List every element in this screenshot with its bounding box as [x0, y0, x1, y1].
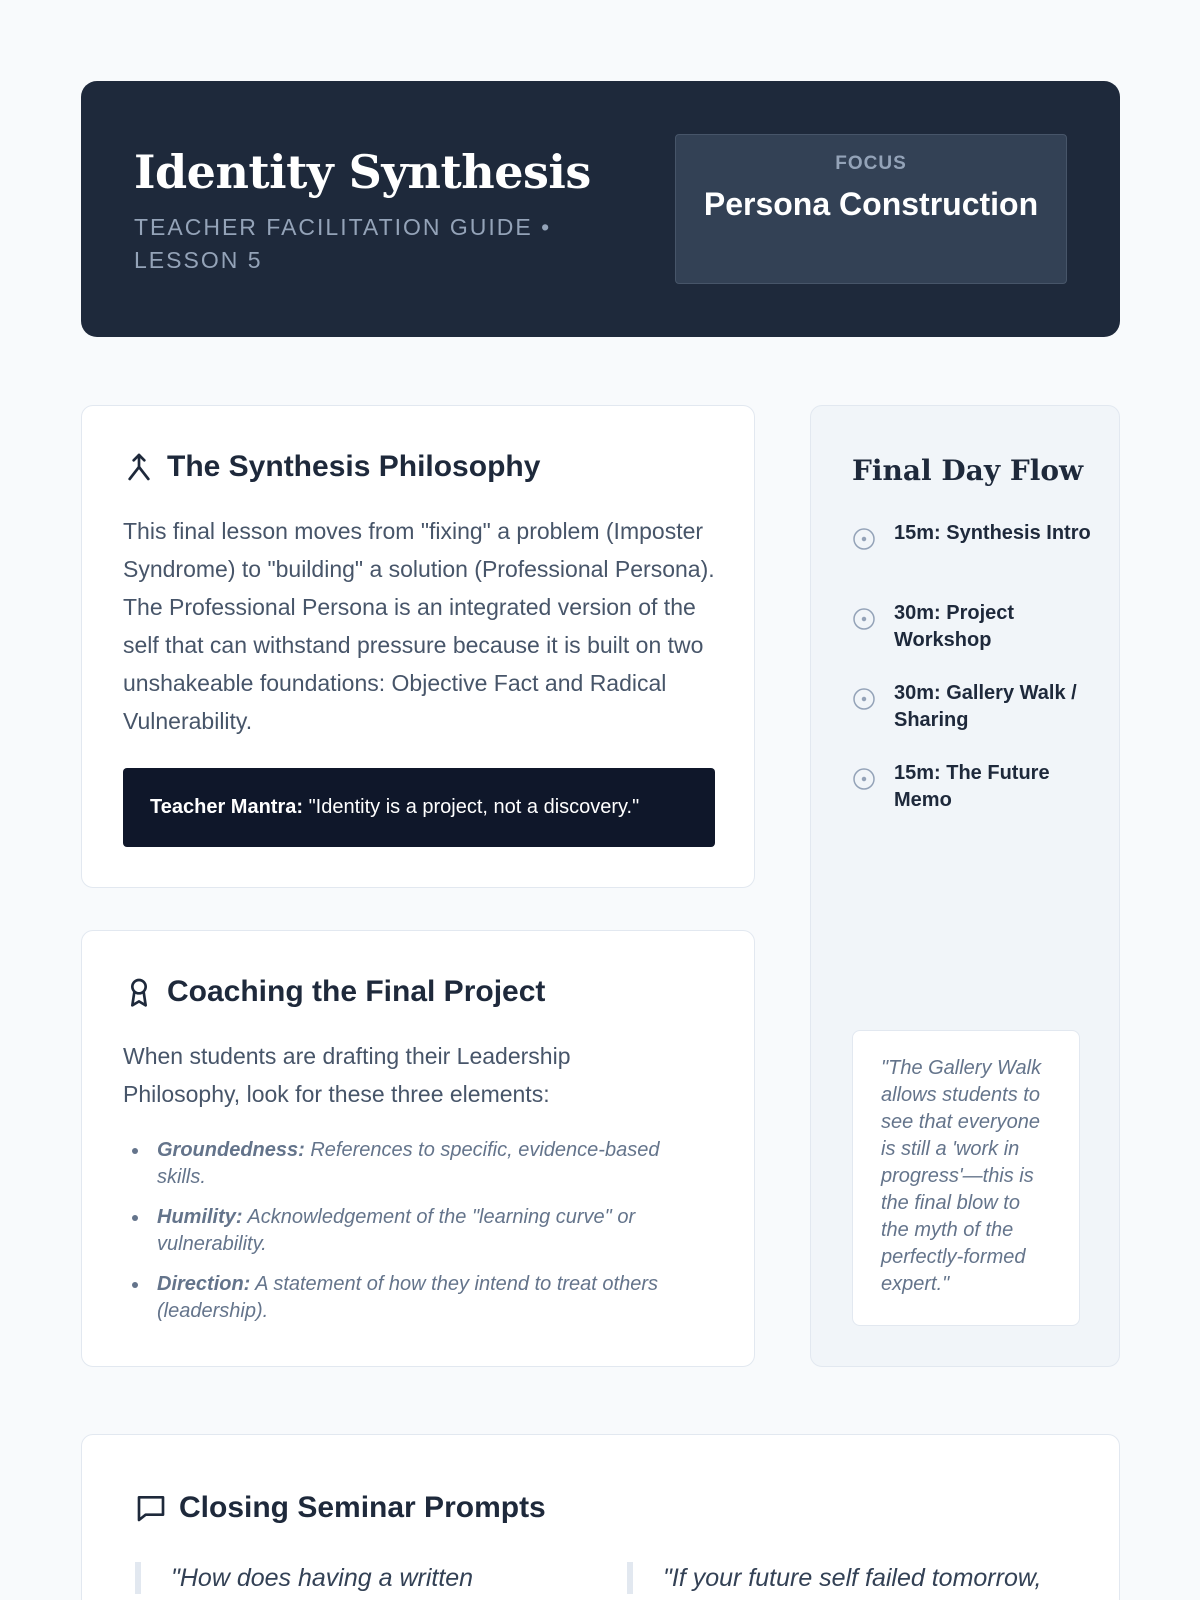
- philosophy-card: [81, 405, 755, 888]
- focus-box: [675, 134, 1067, 284]
- target-circle-icon: [852, 607, 876, 631]
- final-day-flow-panel: [810, 405, 1120, 1367]
- target-circle-icon: [852, 767, 876, 791]
- flow-item: 30m: Gallery Walk / Sharing: [852, 680, 1102, 734]
- flow-title: Final Day Flow: [852, 454, 1084, 487]
- coaching-title: Coaching the Final Project: [167, 975, 546, 1008]
- mantra-label: Teacher Mantra:: [150, 796, 304, 818]
- coaching-card: [81, 930, 755, 1367]
- mantra-text: "Identity is a project, not a discovery.": [303, 796, 640, 818]
- header-banner: [81, 81, 1120, 337]
- coaching-intro: When students are drafting their Leadership Philosophy, look for these three elements:: [123, 1043, 571, 1107]
- target-circle-icon: [852, 687, 876, 711]
- teacher-mantra: [123, 768, 715, 847]
- gallery-walk-quote: "The Gallery Walk allows students to see that everyone is still a 'work in progress'—this is the final blow to the myth of the perfectly-formed expert.": [852, 1030, 1080, 1326]
- flow-item: 15m: Synthesis Intro: [852, 520, 1092, 551]
- philosophy-body: This final lesson moves from "fixing" a problem (Imposter Syndrome) to "building" a solution (Professional Persona). The Professional Persona is an integrated version of the self that can withstand pressure because it is built on two unshakeable foundations: Objective Fact and Radical Vulnerability.: [123, 518, 715, 734]
- seminar-prompt: "How does having a written: [135, 1562, 565, 1594]
- philosophy-heading: [123, 450, 540, 484]
- focus-label: FOCUS: [835, 153, 907, 174]
- flow-item: 15m: The Future Memo: [852, 760, 1092, 814]
- seminar-prompt: "If your future self failed tomorrow,: [627, 1562, 1057, 1594]
- seminar-heading: [135, 1491, 546, 1525]
- chat-bubble-icon: [135, 1492, 167, 1524]
- philosophy-title: The Synthesis Philosophy: [167, 450, 541, 483]
- award-icon: [123, 976, 155, 1008]
- coaching-list: [123, 1137, 703, 1338]
- coaching-heading: [123, 975, 545, 1009]
- list-item: Direction: A statement of how they intend to treat others (leadership).: [123, 1271, 703, 1325]
- list-item: Humility: Acknowledgement of the "learning curve" or vulnerability.: [123, 1204, 703, 1258]
- page-subtitle: TEACHER FACILITATION GUIDE • LESSON 5: [134, 214, 552, 273]
- focus-value: Persona Construction: [703, 186, 1039, 222]
- merge-arrow-icon: [123, 451, 155, 483]
- list-item: Groundedness: References to specific, evidence-based skills.: [123, 1137, 703, 1191]
- flow-item: 30m: Project Workshop: [852, 600, 1092, 654]
- target-circle-icon: [852, 527, 876, 551]
- seminar-title: Closing Seminar Prompts: [179, 1491, 546, 1524]
- page-title: Identity Synthesis: [134, 145, 591, 199]
